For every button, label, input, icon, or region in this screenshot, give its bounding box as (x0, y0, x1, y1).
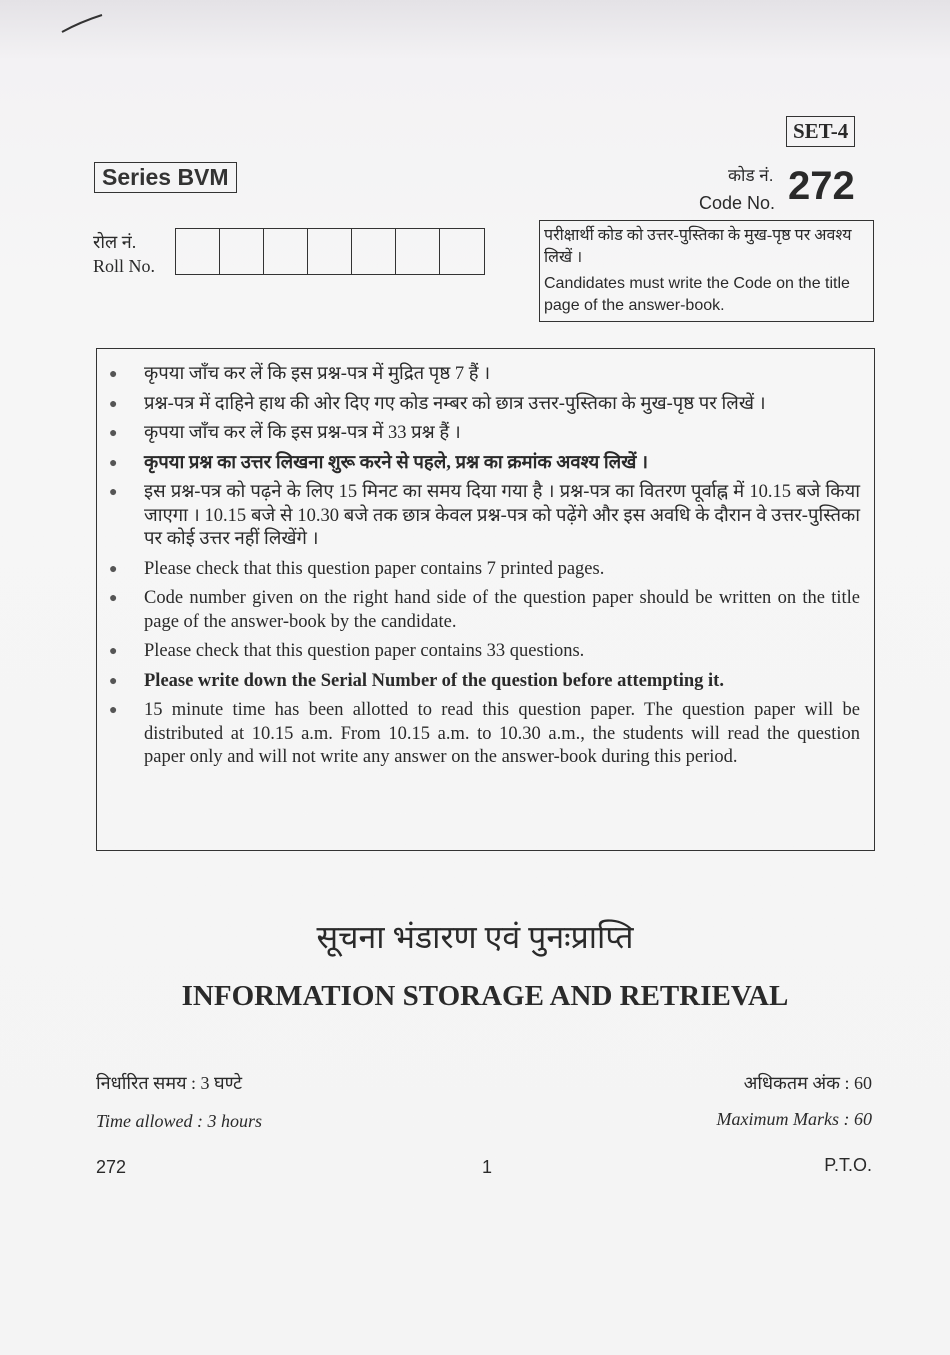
instruction-item: ● कृपया जाँच कर लें कि इस प्रश्न-पत्र में 33 प्रश्न हैं । (109, 422, 860, 446)
code-note-english: Candidates must write the Code on the title page of the answer-book. (544, 275, 850, 314)
code-note-box (539, 220, 874, 322)
instruction-item: ● Please check that this question paper contains 7 printed pages. (109, 558, 860, 582)
subject-title-hindi: सूचना भंडारण एवं पुनःप्राप्ति (316, 919, 634, 955)
roll-number-boxes (175, 228, 485, 275)
instruction-text: Please check that this question paper contains 33 questions. (144, 641, 585, 661)
max-marks: Maximum Marks : 60 (716, 1109, 872, 1129)
roll-box (220, 229, 264, 274)
instructions-box (96, 348, 875, 851)
footer-code: 272 (96, 1157, 127, 1177)
instruction-text: कृपया जाँच कर लें कि इस प्रश्न-पत्र में मुद्रित पृष्ठ 7 हैं । (144, 364, 491, 384)
code-number: 272 (788, 164, 855, 208)
roll-label-hindi: रोल नं. (93, 232, 137, 252)
instruction-text: कृपया जाँच कर लें कि इस प्रश्न-पत्र में 33 प्रश्न हैं । (144, 423, 461, 443)
roll-box (308, 229, 352, 274)
time-allowed: Time allowed : 3 hours (96, 1111, 263, 1131)
subject-title: INFORMATION STORAGE AND RETRIEVAL (181, 980, 789, 1012)
code-note-hindi: परीक्षार्थी कोड को उत्तर-पुस्तिका के मुख-पृष्ठ पर अवश्य लिखें । (544, 227, 852, 266)
instruction-text: Code number given on the right hand side of the question paper should be written on the title page of the answer-book by the candidate. (144, 588, 860, 632)
instruction-item: ● प्रश्न-पत्र में दाहिने हाथ की ओर दिए गए कोड नम्बर को छात्र उत्तर-पुस्तिका के मुख-पृष्ठ पर लिखें । (109, 393, 860, 417)
roll-box (440, 229, 484, 274)
pto-label: P.T.O. (824, 1155, 872, 1175)
instruction-item: ● कृपया जाँच कर लें कि इस प्रश्न-पत्र में मुद्रित पृष्ठ 7 हैं । (109, 363, 860, 387)
code-label: Code No. (699, 193, 776, 213)
instruction-text: Please write down the Serial Number of the question before attempting it. (144, 670, 724, 691)
pen-mark (60, 12, 110, 36)
code-label-hindi: कोड नं. (728, 166, 774, 185)
instruction-item: ● Code number given on the right hand side of the question paper should be written on the title page of the answer-book by the candidate. (109, 587, 860, 634)
max-marks-hindi: अधिकतम अंक : 60 (743, 1073, 872, 1093)
instruction-item: ● इस प्रश्न-पत्र को पढ़ने के लिए 15 मिनट का समय दिया गया है । प्रश्न-पत्र का वितरण पूर्वाह्न में 10.15 बजे किया जाएगा । 10.15 बजे से 10.30 बजे तक छात्र केवल प्रश्न-पत्र को पढ़ेंगे और इस अवधि के दौरान वे उत्तर-पुस्तिका पर कोई उत्तर नहीं लिखेंगे । (109, 481, 860, 552)
series-label: Series BVM (94, 162, 237, 193)
roll-box (264, 229, 308, 274)
roll-label: Roll No. (93, 256, 156, 276)
instruction-item: ● Please check that this question paper contains 33 questions. (109, 640, 860, 664)
instruction-item: ● कृपया प्रश्न का उत्तर लिखना शुरू करने से पहले, प्रश्न का क्रमांक अवश्य लिखें । (109, 452, 860, 476)
instruction-text: 15 minute time has been allotted to read this question paper. The question paper will be distributed at 10.15 a.m. From 10.15 a.m. to 10.30 a.m., the students will read the question paper only and will not write any answer on the answer-book during this period. (144, 700, 860, 767)
instruction-text: प्रश्न-पत्र में दाहिने हाथ की ओर दिए गए कोड नम्बर को छात्र उत्तर-पुस्तिका के मुख-पृष्ठ पर लिखें । (144, 393, 766, 414)
roll-box (396, 229, 440, 274)
instruction-text: इस प्रश्न-पत्र को पढ़ने के लिए 15 मिनट का समय दिया गया है । प्रश्न-पत्र का वितरण पूर्वाह्न में 10.15 बजे किया जाएगा । 10.15 बजे से 10.30 बजे तक छात्र केवल प्रश्न-पत्र को पढ़ेंगे और इस अवधि के दौरान वे उत्तर-पुस्तिका पर कोई उत्तर नहीं लिखेंगे । (144, 482, 860, 549)
roll-box (176, 229, 220, 274)
roll-box (352, 229, 396, 274)
time-allowed-hindi: निर्धारित समय : 3 घण्टे (96, 1073, 243, 1093)
instruction-text: Please check that this question paper contains 7 printed pages. (144, 558, 605, 579)
set-label: SET-4 (786, 116, 855, 147)
instruction-item: ● 15 minute time has been allotted to read this question paper. The question paper will be distributed at 10.15 a.m. From 10.15 a.m. to 10.30 a.m., the students will read the question paper only and will not write any answer on the answer-book during this period. (109, 699, 860, 770)
instruction-text: कृपया प्रश्न का उत्तर लिखना शुरू करने से पहले, प्रश्न का क्रमांक अवश्य लिखें । (144, 452, 648, 473)
instruction-item: ● Please write down the Serial Number of the question before attempting it. (109, 670, 860, 694)
page-number: 1 (482, 1157, 493, 1177)
